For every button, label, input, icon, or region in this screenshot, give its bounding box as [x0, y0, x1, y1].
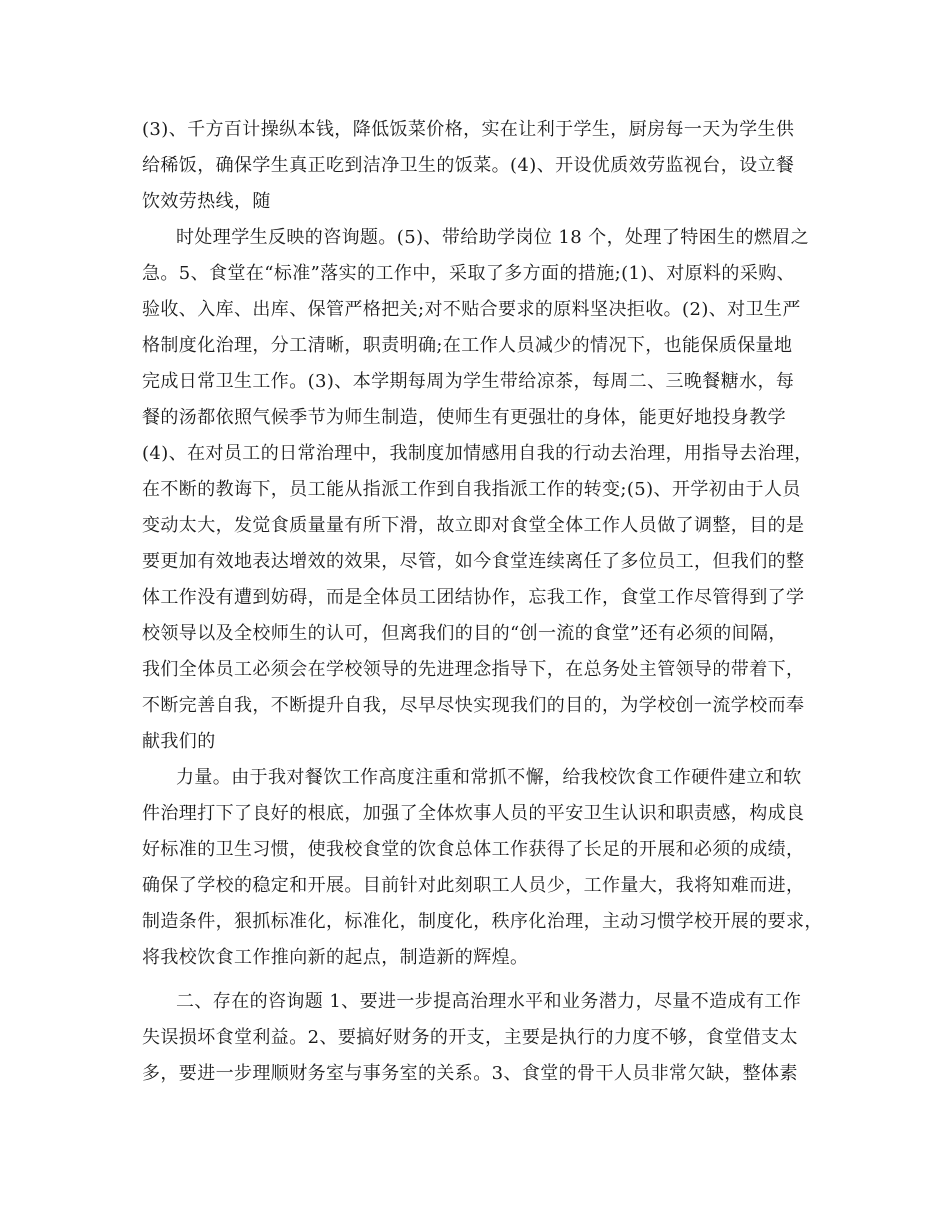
text-line: 好标准的卫生习惯，使我校食堂的饮食总体工作获得了长足的开展和必须的成绩， [142, 839, 805, 860]
text-line: (4)、在对员工的日常治理中，我制度加情感用自我的行动去治理，用指导去治理， [142, 443, 813, 464]
text-line: 不断完善自我，不断提升自我，尽早尽快实现我们的目的，为学校创一流学校而奉 [142, 695, 805, 716]
text-line: 饮效劳热线，随 [142, 191, 271, 212]
text-line: 体工作没有遭到妨碍，而是全体员工团结协作，忘我工作，食堂工作尽管得到了学 [142, 587, 805, 608]
text-line: 急。5、食堂在“标准”落实的工作中，采取了多方面的措施;(1)、对原料的采购、 [142, 263, 796, 284]
text-line: 件治理打下了良好的根底，加强了全体炊事人员的平安卫生认识和职责感，构成良 [142, 803, 805, 824]
text-line: (3)、千方百计操纵本钱，降低饭菜价格，实在让利于学生，厨房每一天为学生供 [142, 119, 795, 140]
text-line: 要更加有效地表达增效的效果，尽管，如今食堂连续离任了多位员工，但我们的整 [142, 551, 805, 572]
text-line: 校领导以及全校师生的认可，但离我们的目的“创一流的食堂”还有必须的间隔， [142, 623, 787, 644]
text-line: 将我校饮食工作推向新的起点，制造新的辉煌。 [142, 947, 529, 968]
text-line: 制造条件，狠抓标准化，标准化，制度化，秩序化治理，主动习惯学校开展的要求， [142, 911, 823, 932]
text-line: 餐的汤都依照气候季节为师生制造，使师生有更强壮的身体，能更好地投身教学 [142, 407, 786, 428]
text-line: 失误损坏食堂利益。2、要搞好财务的开支，主要是执行的力度不够，食堂借支太 [142, 1027, 798, 1048]
text-line: 确保了学校的稳定和开展。目前针对此刻职工人员少，工作量大，我将知难而进， [142, 875, 805, 896]
text-line: 时处理学生反映的咨询题。(5)、带给助学岗位 18 个，处理了特困生的燃眉之 [176, 227, 810, 248]
text-line: 验收、入库、出库、保管严格把关;对不贴合要求的原料坚决拒收。(2)、对卫生严 [142, 299, 801, 320]
text-line: 我们全体员工必须会在学校领导的先进理念指导下，在总务处主管领导的带着下， [142, 659, 805, 680]
text-line: 在不断的教诲下，员工能从指派工作到自我指派工作的转变;(5)、开学初由于人员 [142, 479, 801, 500]
text-line: 多，要进一步理顺财务室与事务室的关系。3、食堂的骨干人员非常欠缺，整体素 [142, 1063, 798, 1084]
text-line: 完成日常卫生工作。(3)、本学期每周为学生带给凉茶，每周二、三晚餐糖水，每 [142, 371, 795, 392]
text-line: 力量。由于我对餐饮工作高度注重和常抓不懈，给我校饮食工作硬件建立和软 [176, 767, 802, 788]
text-line: 献我们的 [142, 731, 216, 752]
text-line: 二、存在的咨询题 1、要进一步提高治理水平和业务潜力，尽量不造成有工作 [176, 991, 802, 1012]
text-line: 给稀饭，确保学生真正吃到洁净卫生的饭菜。(4)、开设优质效劳监视台，设立餐 [142, 155, 795, 176]
text-line: 变动太大，发觉食质量量有所下滑，故立即对食堂全体工作人员做了调整，目的是 [142, 515, 805, 536]
text-line: 格制度化治理，分工清晰，职责明确;在工作人员减少的情况下，也能保质保量地 [142, 335, 793, 356]
